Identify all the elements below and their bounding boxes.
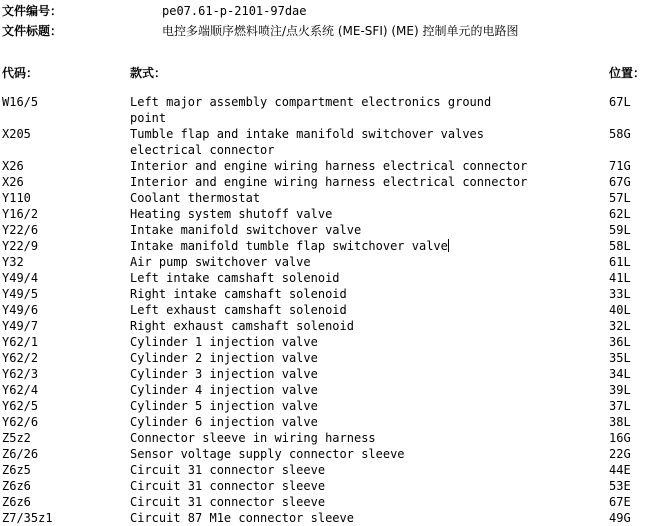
row-code: Z6/26 <box>2 447 39 461</box>
row-position: 67E <box>609 495 631 509</box>
row-position: 58L <box>609 239 631 253</box>
table-row <box>0 494 651 510</box>
row-description: Interior and engine wiring harness electrical connector <box>130 175 528 189</box>
table-row <box>0 174 651 190</box>
row-description: Cylinder 6 injection valve <box>130 415 318 429</box>
row-position: 33L <box>609 287 631 301</box>
row-description: Circuit 31 connector sleeve <box>130 479 326 493</box>
row-description: Right intake camshaft solenoid <box>130 287 347 301</box>
row-description: Cylinder 3 injection valve <box>130 367 318 381</box>
row-position: 62L <box>609 207 631 221</box>
row-code: Z5z2 <box>2 431 31 445</box>
row-description: Circuit 31 connector sleeve <box>130 463 326 477</box>
row-code: Y62/3 <box>2 367 39 381</box>
row-code: Y22/6 <box>2 223 39 237</box>
doc-title-value: 电控多端顺序燃料喷注/点火系统 (ME-SFI) (ME) 控制单元的电路图 <box>162 24 519 38</box>
row-description: Connector sleeve in wiring harness <box>130 431 376 445</box>
row-code: X205 <box>2 127 31 141</box>
doc-title-label: 文件标题： <box>2 24 63 38</box>
row-description: Coolant thermostat <box>130 191 261 205</box>
table-row <box>0 254 651 270</box>
row-code: X26 <box>2 159 24 173</box>
row-code: Y32 <box>2 255 24 269</box>
table-row <box>0 350 651 366</box>
row-position: 32L <box>609 319 631 333</box>
row-code: W16/5 <box>2 95 39 109</box>
row-code: X26 <box>2 175 24 189</box>
row-position: 67G <box>609 175 631 189</box>
row-code: Y62/5 <box>2 399 39 413</box>
row-description: Tumble flap and intake manifold switchover valves electrical connector <box>130 127 485 157</box>
table-row <box>0 206 651 222</box>
row-position: 71G <box>609 159 631 173</box>
row-code: Y16/2 <box>2 207 39 221</box>
table-row <box>0 510 651 526</box>
row-code: Y110 <box>2 191 31 205</box>
row-position: 59L <box>609 223 631 237</box>
table-row <box>0 398 651 414</box>
table-header <box>0 65 651 81</box>
row-description: Sensor voltage supply connector sleeve <box>130 447 405 461</box>
row-code: Z6z5 <box>2 463 31 477</box>
row-code: Y49/6 <box>2 303 39 317</box>
row-position: 36L <box>609 335 631 349</box>
component-table <box>0 94 651 526</box>
table-row <box>0 318 651 334</box>
doc-number-label: 文件编号： <box>2 4 63 18</box>
table-row <box>0 430 651 446</box>
row-description: Cylinder 5 injection valve <box>130 399 318 413</box>
row-position: 37L <box>609 399 631 413</box>
row-code: Y22/9 <box>2 239 39 253</box>
table-row <box>0 158 651 174</box>
table-row <box>0 190 651 206</box>
row-description: Heating system shutoff valve <box>130 207 333 221</box>
row-position: 40L <box>609 303 631 317</box>
row-code: Z6z6 <box>2 479 31 493</box>
header-code: 代码： <box>2 66 39 80</box>
row-position: 61L <box>609 255 631 269</box>
row-code: Y62/2 <box>2 351 39 365</box>
row-description: Left exhaust camshaft solenoid <box>130 303 347 317</box>
table-row <box>0 334 651 350</box>
table-row <box>0 302 651 318</box>
header-style: 款式： <box>130 66 167 80</box>
row-description: Air pump switchover valve <box>130 255 311 269</box>
row-description: Right exhaust camshaft solenoid <box>130 319 354 333</box>
row-description: Cylinder 1 injection valve <box>130 335 318 349</box>
row-description: Circuit 31 connector sleeve <box>130 495 326 509</box>
row-position: 44E <box>609 463 631 477</box>
row-position: 67L <box>609 95 631 109</box>
row-position: 53E <box>609 479 631 493</box>
table-row <box>0 238 651 254</box>
row-code: Y49/7 <box>2 319 39 333</box>
row-description: Left major assembly compartment electronics ground point <box>130 95 492 125</box>
row-description: Left intake camshaft solenoid <box>130 271 340 285</box>
header-position: 位置： <box>609 66 646 80</box>
table-row <box>0 126 651 158</box>
row-position: 57L <box>609 191 631 205</box>
row-code: Z6z6 <box>2 495 31 509</box>
row-position: 58G <box>609 127 631 141</box>
row-position: 22G <box>609 447 631 461</box>
table-row <box>0 366 651 382</box>
row-position: 16G <box>609 431 631 445</box>
table-row <box>0 270 651 286</box>
text-cursor <box>448 239 449 252</box>
row-description: Cylinder 2 injection valve <box>130 351 318 365</box>
table-row <box>0 286 651 302</box>
row-position: 39L <box>609 383 631 397</box>
table-row <box>0 462 651 478</box>
row-description: Interior and engine wiring harness electrical connector <box>130 159 528 173</box>
row-position: 34L <box>609 367 631 381</box>
row-position: 35L <box>609 351 631 365</box>
table-row <box>0 382 651 398</box>
row-description: Cylinder 4 injection valve <box>130 383 318 397</box>
table-row <box>0 478 651 494</box>
row-code: Y49/5 <box>2 287 39 301</box>
row-code: Z7/35z1 <box>2 511 53 525</box>
row-code: Y62/1 <box>2 335 39 349</box>
row-position: 49G <box>609 511 631 525</box>
row-code: Y62/6 <box>2 415 39 429</box>
table-row <box>0 446 651 462</box>
row-position: 38L <box>609 415 631 429</box>
doc-number-value: pe07.61-p-2101-97dae <box>162 4 307 18</box>
table-row <box>0 94 651 126</box>
row-code: Y49/4 <box>2 271 39 285</box>
row-description: Circuit 87 M1e connector sleeve <box>130 511 354 525</box>
row-description: Intake manifold tumble flap switchover valve <box>130 239 448 253</box>
row-position: 41L <box>609 271 631 285</box>
row-description: Intake manifold switchover valve <box>130 223 362 237</box>
row-code: Y62/4 <box>2 383 39 397</box>
table-row <box>0 222 651 238</box>
table-row <box>0 414 651 430</box>
